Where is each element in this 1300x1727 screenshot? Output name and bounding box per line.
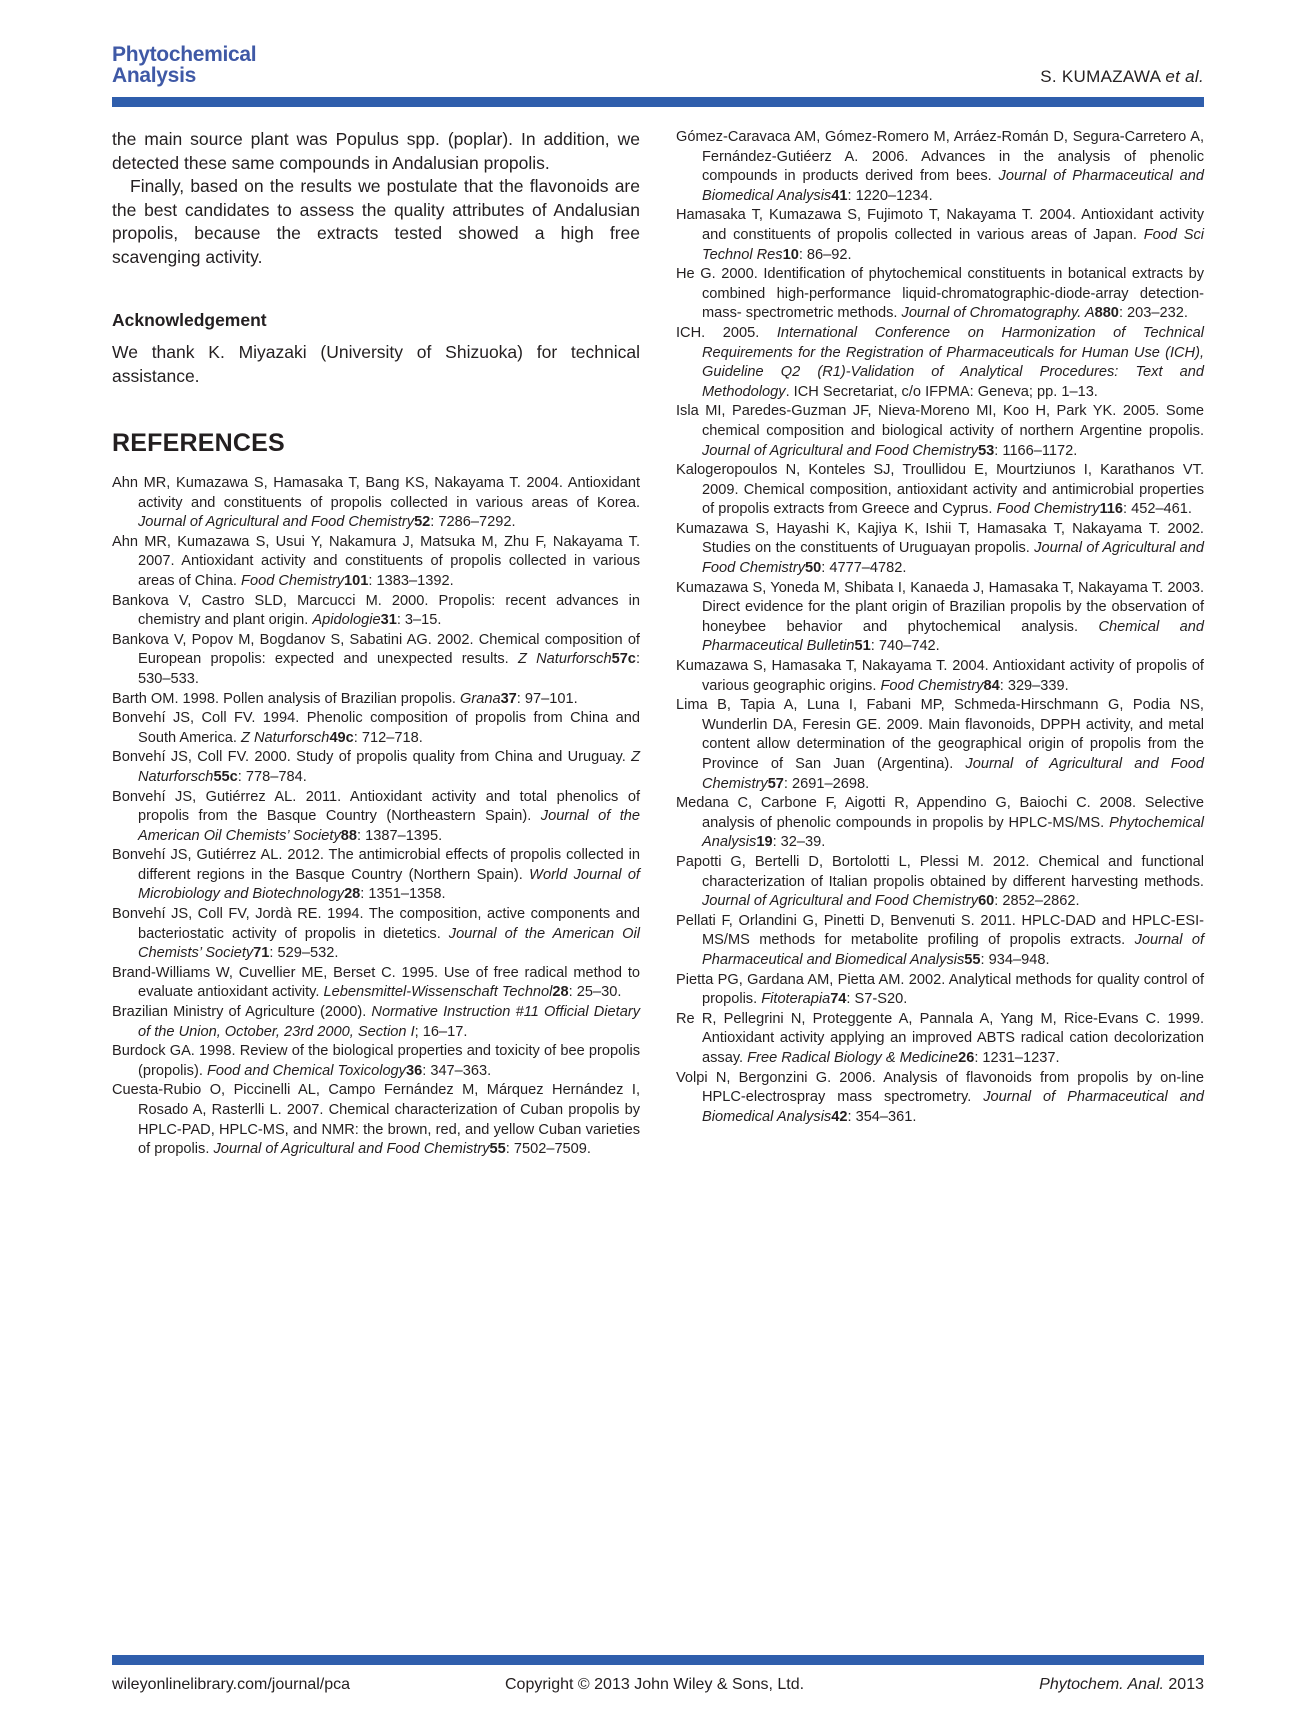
reference-pages: : 1166–1172.	[994, 442, 1078, 459]
reference-text: Bonvehí JS, Gutiérrez AL. 2012. The antimicrobial effects of propolis collected in different regions in the Basque Country (Northern Spain).	[112, 847, 640, 883]
reference-text: Kumazawa S, Hayashi K, Kajiya K, Ishii T, Hamasaka T, Nakayama T. 2002. Studies on the constituents of Uruguayan propolis.	[676, 520, 1204, 557]
reference-volume: 88	[340, 827, 357, 844]
reference-text: Cuesta-Rubio O, Piccinelli AL, Campo Fernández M, Márquez Hernández I, Rosado A, Rasterlli L. 2007. Chemical characterization of Cuban propolis by HPLC-PAD, HPLC-MS, and NMR: the brown, red, and yellow Cuban varieties of propolis.	[112, 1082, 640, 1158]
reference-pages: : 354–361.	[847, 1108, 917, 1125]
reference-pages: : 97–101.	[516, 690, 578, 707]
reference-volume: 55	[964, 951, 981, 968]
footer-url[interactable]: wileyonlinelibrary.com/journal/pca	[112, 1676, 351, 1693]
reference-pages: : 778–784.	[237, 768, 307, 785]
header-rule	[112, 97, 1204, 107]
reference-text: Gómez-Caravaca AM, Gómez-Romero M, Arráez-Román D, Segura-Carretero A, Fernández-Gutiéerz A. 2006. Advances in the analysis of phenolic compounds in products derived from bees.	[676, 129, 1204, 185]
reference-pages: : 3–15.	[396, 612, 442, 629]
reference-journal: Journal of Agricultural and Food Chemistry	[702, 442, 979, 459]
reference-pages: : S7-S20.	[846, 991, 908, 1008]
reference-text: ICH. 2005.	[676, 324, 760, 341]
reference-journal: Food Chemistry	[241, 572, 345, 589]
reference-volume: 55	[489, 1141, 506, 1158]
journal-logo-line1: Phytochemical	[112, 43, 257, 66]
reference-text: Bonvehí JS, Coll FV. 2000. Study of propolis quality from China and Uruguay.	[112, 749, 626, 766]
reference-journal: Journal of the American Oil Chemists’ Society	[138, 808, 640, 844]
running-head-etal: et al.	[1165, 67, 1204, 86]
reference-volume: 49c	[329, 729, 354, 746]
reference-volume: 71	[253, 945, 270, 962]
references-heading: REFERENCES	[112, 429, 285, 457]
reference-volume: 19	[756, 834, 773, 851]
reference-pages: : 32–39.	[772, 834, 826, 851]
reference-text: Bankova V, Castro SLD, Marcucci M. 2000. Propolis: recent advances in chemistry and plant origin.	[112, 592, 640, 629]
reference-volume: 51	[854, 638, 871, 655]
reference-pages: : 25–30.	[568, 984, 622, 1001]
reference-item	[112, 690, 640, 710]
reference-text: Lima B, Tapia A, Luna I, Fabani MP, Schmeda-Hirschmann G, Podia NS, Wunderlin DA, Feresin GE. 2009. Main flavonoids, DPPH activity, and metal content allow determination of the geographical origin of propolis from the Province of San Juan (Argentina).	[676, 697, 1204, 772]
reference-journal: Grana	[460, 690, 501, 707]
reference-journal: Z Naturforsch	[517, 651, 612, 668]
reference-text: He G. 2000. Identification of phytochemical constituents in botanical extracts by combined high-performance liquid-chromatographic-diode-array detection-mass- spectrometric methods.	[676, 266, 1204, 322]
reference-journal: Apidologie	[312, 612, 381, 629]
reference-pages: : 7286–7292.	[430, 514, 516, 531]
body-paragraph-2: Finally, based on the results we postulate that the flavonoids are the best candidates to assess the quality attributes of Andalusian propolis, because the extracts tested showed a high free scavenging activity.	[112, 176, 640, 267]
left-column	[112, 128, 640, 1160]
reference-pages: : 740–742.	[870, 638, 940, 655]
reference-journal: Journal of Agricultural and Food Chemistry	[702, 540, 1204, 577]
reference-text: Bonvehí JS, Coll FV. 1994. Phenolic composition of propolis from China and South America.	[112, 710, 640, 746]
reference-pages: : 530–533.	[138, 651, 640, 687]
reference-pages: : 934–948.	[980, 951, 1050, 968]
reference-text: Isla MI, Paredes-Guzman JF, Nieva-Moreno MI, Koo H, Park YK. 2005. Some chemical composition and biological activity of northern Argentine propolis.	[676, 403, 1204, 439]
reference-volume: 28	[344, 886, 361, 903]
reference-pages: : 1220–1234.	[847, 187, 933, 204]
reference-item	[112, 1042, 640, 1081]
reference-item	[676, 853, 1204, 912]
reference-text: Hamasaka T, Kumazawa S, Fujimoto T, Nakayama T. 2004. Antioxidant activity and constituents of propolis collected in various areas of Japan.	[676, 207, 1204, 243]
reference-journal: Journal of Agricultural and Food Chemistry	[702, 756, 1205, 792]
reference-volume: 116	[1099, 501, 1123, 518]
reference-text: Medana C, Carbone F, Aigotti R, Appendino G, Baiochi C. 2008. Selective analysis of phenolic compounds in propolis by HPLC-MS/MS.	[676, 795, 1204, 831]
reference-journal: Journal of the American Oil Chemists’ Society	[138, 925, 640, 962]
footer-citation	[1039, 1676, 1204, 1694]
reference-pages: : 1351–1358.	[360, 886, 446, 903]
reference-journal: Journal of Chromatography. A	[901, 305, 1095, 322]
reference-journal: Journal of Agricultural and Food Chemistry	[213, 1141, 490, 1158]
reference-item	[676, 1010, 1204, 1069]
reference-pages: : 2691–2698.	[783, 775, 870, 792]
reference-item	[676, 324, 1204, 402]
acknowledgement-text: We thank K. Miyazaki (University of Shizuoka) for technical assistance.	[112, 342, 640, 386]
reference-pages: : 1387–1395.	[357, 827, 443, 844]
reference-item	[112, 748, 640, 787]
reference-volume: 60	[978, 893, 995, 910]
reference-text: Papotti G, Bertelli D, Bortolotti L, Plessi M. 2012. Chemical and functional characterization of Italian propolis obtained by different harvesting methods.	[676, 853, 1204, 890]
reference-pages: : 1231–1237.	[974, 1049, 1060, 1066]
reference-item	[676, 520, 1204, 579]
reference-item	[676, 971, 1204, 1010]
reference-item	[676, 912, 1204, 971]
right-column	[676, 128, 1204, 1127]
footer-citation-year: 2013	[1168, 1676, 1204, 1693]
reference-pages: ; 16–17.	[414, 1023, 468, 1040]
reference-volume: 55c	[213, 768, 238, 785]
reference-item	[676, 794, 1204, 853]
reference-volume: 101	[344, 572, 369, 589]
body-paragraph-1: the main source plant was Populus spp. (poplar). In addition, we detected these same compounds in Andalusian propolis.	[112, 129, 640, 173]
running-head-author: S. KUMAZAWA	[1040, 67, 1161, 86]
reference-item	[112, 1003, 640, 1042]
reference-journal: International Conference on Harmonization of Technical Requirements for the Registration of Pharmaceuticals for Human Use (ICH), Guideline Q2 (R1)-Validation of Analytical Procedures: Text and Methodology	[702, 324, 1204, 400]
reference-journal: Z Naturforsch	[241, 729, 330, 746]
reference-pages: : 4777–4782.	[821, 560, 907, 577]
reference-text: Ahn MR, Kumazawa S, Hamasaka T, Bang KS, Nakayama T. 2004. Antioxidant activity and constituents of propolis collected in various areas of Korea.	[112, 475, 640, 511]
reference-item	[112, 631, 640, 690]
reference-text: Re R, Pellegrini N, Proteggente A, Pannala A, Yang M, Rice-Evans C. 1999. Antioxidant activity applying an improved ABTS radical cation decolorization assay.	[676, 1010, 1204, 1066]
reference-pages: . ICH Secretariat, c/o IFPMA: Geneva; pp. 1–13.	[785, 383, 1098, 400]
reference-journal: Journal of Pharmaceutical and Biomedical Analysis	[702, 168, 1204, 204]
reference-volume: 26	[958, 1049, 975, 1066]
reference-item	[676, 402, 1204, 461]
reference-pages: : 329–339.	[999, 677, 1069, 694]
reference-volume: 52	[414, 514, 431, 531]
reference-journal: Food and Chemical Toxicology	[206, 1062, 406, 1079]
reference-volume: 42	[831, 1108, 848, 1125]
reference-text: Ahn MR, Kumazawa S, Usui Y, Nakamura J, Matsuka M, Zhu F, Nakayama T. 2007. Antioxidant activity and constituents of propolis collected in various areas of China.	[112, 533, 640, 589]
reference-journal: Journal of Pharmaceutical and Biomedical Analysis	[702, 932, 1205, 968]
reference-text: Brand-Williams W, Cuvellier ME, Berset C. 1995. Use of free radical method to evaluate antioxidant activity.	[112, 964, 640, 1001]
reference-text: Volpi N, Bergonzini G. 2006. Analysis of flavonoids from propolis by on-line HPLC-electrospray mass spectrometry.	[676, 1069, 1204, 1106]
reference-journal: Food Chemistry	[996, 501, 1100, 518]
reference-journal: Journal of Agricultural and Food Chemistry	[702, 893, 979, 910]
reference-volume: 84	[983, 677, 1000, 694]
reference-text: Pietta PG, Gardana AM, Pietta AM. 2002. Analytical methods for quality control of propolis.	[676, 971, 1204, 1008]
reference-pages: : 7502–7509.	[505, 1141, 591, 1158]
reference-item	[676, 461, 1204, 520]
reference-journal: Free Radical Biology & Medicine	[747, 1049, 959, 1066]
reference-text: Pellati F, Orlandini G, Pinetti D, Benvenuti S. 2011. HPLC-DAD and HPLC-ESI-MS/MS methods for metabolite profiling of propolis extracts.	[676, 912, 1204, 949]
reference-text: Bankova V, Popov M, Bogdanov S, Sabatini AG. 2002. Chemical composition of European propolis: expected and unexpected results.	[112, 631, 640, 668]
reference-item	[112, 533, 640, 592]
reference-list-left	[112, 474, 640, 1160]
reference-pages: : 712–718.	[353, 729, 423, 746]
reference-journal: Normative Instruction #11 Official Dietary of the Union, October, 23rd 2000, Section I	[138, 1004, 640, 1040]
reference-item	[676, 265, 1204, 324]
reference-item	[676, 579, 1204, 657]
reference-volume: 57	[767, 775, 784, 792]
reference-pages: : 529–532.	[269, 945, 339, 962]
reference-text: Barth OM. 1998. Pollen analysis of Brazilian propolis.	[112, 690, 456, 707]
journal-logo	[112, 44, 256, 86]
reference-journal: Journal of Agricultural and Food Chemistry	[138, 514, 415, 531]
reference-journal: Phytochemical Analysis	[702, 814, 1204, 851]
reference-item	[112, 1081, 640, 1159]
reference-item	[112, 474, 640, 533]
reference-journal: Fitoterapia	[761, 991, 831, 1008]
reference-text: Bonvehí JS, Gutiérrez AL. 2011. Antioxidant activity and total phenolics of propolis from the Basque Country (Northeastern Spain).	[112, 788, 640, 825]
acknowledgement-heading: Acknowledgement	[112, 310, 267, 330]
reference-journal: World Journal of Microbiology and Biotechnology	[138, 866, 640, 903]
reference-item	[676, 696, 1204, 794]
reference-item	[112, 709, 640, 748]
reference-text: Kalogeropoulos N, Konteles SJ, Troullidou E, Mourtziunos I, Karathanos VT. 2009. Chemical composition, antioxidant activity and antimicrobial properties of propolis extracts from Greece and Cyprus.	[676, 462, 1204, 518]
reference-volume: 57c	[611, 651, 636, 668]
reference-text: Brazilian Ministry of Agriculture (2000).	[112, 1004, 367, 1021]
reference-item	[676, 657, 1204, 696]
reference-pages: : 2852–2862.	[994, 893, 1080, 910]
reference-journal: Journal of Pharmaceutical and Biomedical Analysis	[702, 1089, 1204, 1125]
reference-journal: Lebensmittel-Wissenschaft Technol	[323, 984, 553, 1001]
reference-item	[676, 128, 1204, 206]
footer-rule	[112, 1655, 1204, 1665]
reference-pages: : 347–363.	[422, 1062, 492, 1079]
reference-item	[112, 964, 640, 1003]
reference-item	[112, 592, 640, 631]
reference-journal: Z Naturforsch	[138, 749, 640, 785]
reference-volume: 74	[830, 991, 847, 1008]
reference-volume: 53	[978, 442, 995, 459]
reference-volume: 31	[380, 612, 397, 629]
reference-journal: Chemical and Pharmaceutical Bulletin	[702, 618, 1204, 655]
reference-text: Kumazawa S, Hamasaka T, Nakayama T. 2004. Antioxidant activity of propolis of various geographic origins.	[676, 658, 1204, 694]
reference-volume: 10	[782, 246, 799, 263]
reference-pages: : 452–461.	[1122, 501, 1192, 518]
reference-item	[112, 905, 640, 964]
footer-citation-journal: Phytochem. Anal.	[1039, 1676, 1164, 1693]
reference-pages: : 86–92.	[798, 246, 852, 263]
reference-volume: 41	[831, 187, 848, 204]
footer-copyright: Copyright © 2013 John Wiley & Sons, Ltd.	[505, 1676, 805, 1693]
reference-text: Kumazawa S, Yoneda M, Shibata I, Kanaeda J, Hamasaka T, Nakayama T. 2003. Direct evidence for the plant origin of Brazilian propolis by the observation of honeybee behavior and phytochemical analysis.	[676, 579, 1204, 635]
reference-item	[676, 206, 1204, 265]
reference-item	[676, 1069, 1204, 1128]
reference-pages: : 1383–1392.	[368, 572, 454, 589]
reference-volume: 880	[1094, 305, 1119, 322]
reference-volume: 36	[405, 1062, 423, 1079]
reference-journal: Food Chemistry	[880, 677, 984, 694]
reference-pages: : 203–232.	[1118, 305, 1188, 322]
reference-text: Bonvehí JS, Coll FV, Jordà RE. 1994. The composition, active components and bacteriostatic activity of propolis in dietetics.	[112, 906, 640, 942]
reference-list-right	[676, 128, 1204, 1127]
running-head	[1040, 67, 1204, 87]
reference-text: Burdock GA. 1998. Review of the biological properties and toxicity of bee propolis (propolis).	[112, 1043, 640, 1079]
journal-logo-line2: Analysis	[112, 64, 196, 87]
reference-item	[112, 788, 640, 847]
reference-volume: 37	[500, 690, 517, 707]
reference-journal: Food Sci Technol Res	[702, 226, 1205, 263]
reference-item	[112, 846, 640, 905]
reference-volume: 28	[552, 984, 569, 1001]
reference-volume: 50	[805, 560, 822, 577]
